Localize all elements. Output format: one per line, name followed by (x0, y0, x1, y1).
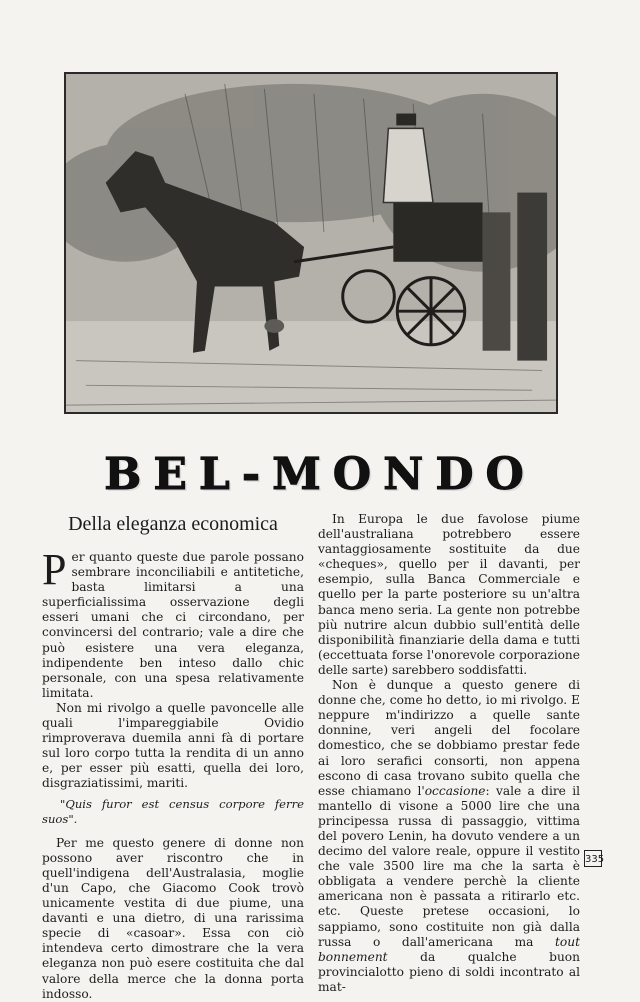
article-subtitle: Della eleganza economica (68, 513, 278, 535)
paragraph: Per me questo genere di donne non possono aver riscontro che in quell'indigena dell'Australasia, moglie d'un Capo, che Giacomo Cook trovò unicamente vestita di due piume, una davanti e una dietro, di una rarissima specie di «casoar». Essa con ciò intendeva certo dimostrare che la vera eleganza non può esere costituita che dal valore della merce che la donna porta indosso. (42, 835, 304, 1001)
carriage-sketch (66, 74, 556, 412)
paragraph-text: er quanto queste due parole possano sembrare inconciliabili e antitetiche, basta limitarsi a una superficialissima osservazione degli esseri umani che ci circondano, per convincersi del contrario; vale a dire che può esistere una vera eleganza, indipendente ben inteso dallo chic personale, con una spesa relativamente limitata. (42, 550, 304, 700)
paragraph-text: Non è dunque a questo genere di donne che, come ho detto, io mi rivolgo. E neppure m'indirizzo a quelle sante donnine, veri angeli del focolare domestico, che se dobbiamo prestar fede ai loro serafici consorti, non appena escono di casa trovano subito quella che esse chiamano l' (318, 678, 580, 798)
paragraph-text: : vale a dire il mantello di visone a 5000 lire che una principessa russa di passaggio, vittima del povero Lenin, ha dovuto vendere a un decimo del valore reale, oppure il vestito che vale 3500 lire ma che la sarta è obbligata a vendere perchè la cliente americana non è passata a ritirarlo etc. etc. Queste pretese occasioni, lo sappiamo, sono costituite non già dalla russa o dall'americana ma (318, 783, 581, 949)
article-column-left (42, 512, 304, 1002)
emphasis-text: tout bonnement (318, 934, 580, 964)
paragraph-text: da qualche buon provincialotto pieno di soldi incontrato al mat- (318, 949, 580, 994)
paragraph: Non mi rivolgo a quelle pavoncelle alle quali l'impareggiabile Ovidio rimproverava duemila anni fà di portare sul loro corpo tutta la rendita di un anno e, per esser più esatti, quella dei loro, disgraziatissimi, mariti. (42, 700, 304, 791)
emphasis-text: occasione (424, 783, 486, 798)
page-number: 335 (584, 850, 602, 867)
paragraph (42, 545, 304, 701)
headline-text: BEL-MONDO (104, 448, 536, 500)
paragraph: In Europa le due favolose piume dell'australiana potrebbero essere vantaggiosamente sostituite da due «cheques», quello per il davanti, per esempio, sulla Banca Commerciale e quello per la parte posteriore su un'altra banca meno seria. La gente non potrebbe più nutrire alcun dubbio sull'entità delle disponibilità finanziarie della dama e tutti (eccettuata forse l'onorevole corporazione delle sarte) sarebbero soddisfatti. (318, 512, 580, 677)
paragraph (318, 678, 580, 995)
carriage-illustration (64, 72, 558, 414)
dropcap: P (42, 545, 67, 594)
article-column-right (318, 512, 580, 995)
headline (40, 446, 600, 502)
latin-quote: "Quis furor est census corpore ferre suos". (42, 796, 304, 826)
